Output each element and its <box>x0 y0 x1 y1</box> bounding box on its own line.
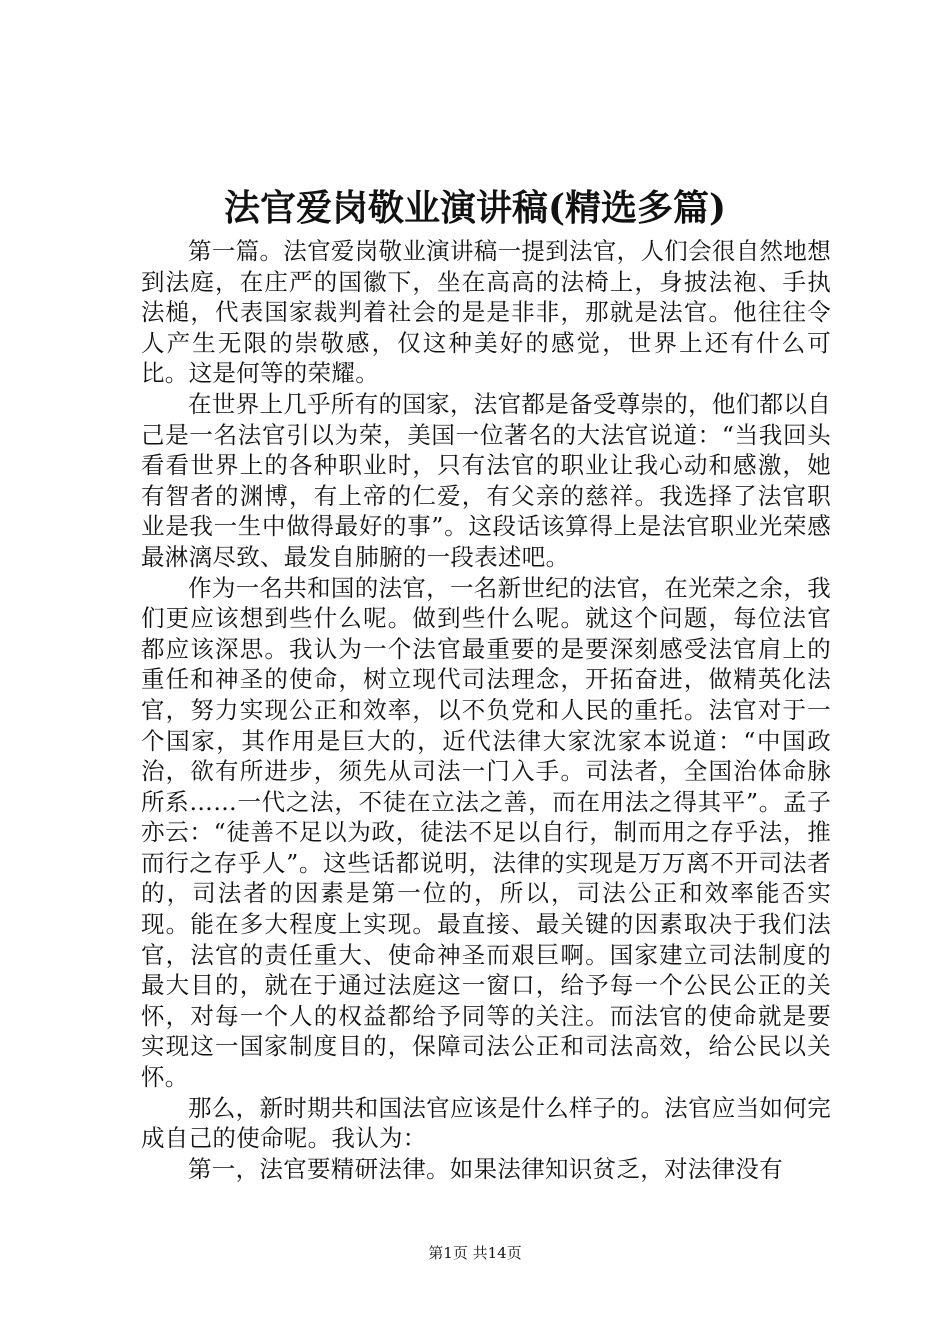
page-number: 第1页 <box>428 1244 468 1262</box>
paragraph: 在世界上几乎所有的国家，法官都是备受尊崇的，他们都以自己是一名法官引以为荣，美国一位著名的大法官说道：“当我回头看看世界上的各种职业时，只有法官的职业让我心动和感激，她有智者的渊博，有上帝的仁爱，有父亲的慈祥。我选择了法官职业是我一生中做得最好的事”。这段话该算得上是法官职业光荣感最淋漓尽致、最发自肺腑的一段表述吧。 <box>141 389 831 571</box>
paragraph: 那么，新时期共和国法官应该是什么样子的。法官应当如何完成自己的使命呢。我认为： <box>141 1093 831 1153</box>
paragraph: 第一篇。法官爱岗敬业演讲稿一提到法官，人们会很自然地想到法庭，在庄严的国徽下，坐在高高的法椅上，身披法袍、手执法槌，代表国家裁判着社会的是是非非，那就是法官。他往往令人产生无限的崇敬感，仅这种美好的感觉，世界上还有什么可比。这是何等的荣耀。 <box>141 237 831 388</box>
page-title: 法官爱岗敬业演讲稿(精选多篇) <box>223 187 727 229</box>
paragraph: 第一，法官要精研法律。如果法律知识贫乏，对法律没有 <box>188 1154 783 1183</box>
document-body <box>141 236 831 1184</box>
page-total: 共14页 <box>472 1244 522 1262</box>
paragraph: 作为一名共和国的法官，一名新世纪的法官，在光荣之余，我们更应该想到些什么呢。做到些什么呢。就这个问题，每位法官都应该深思。我认为一个法官最重要的是要深刻感受法官肩上的重任和神圣的使命，树立现代司法理念，开拓奋进，做精英化法官，努力实现公正和效率，以不负党和人民的重托。法官对于一个国家，其作用是巨大的，近代法律大家沈家本说道：“中国政治，欲有所进步，须先从司法一门入手。司法者，全国治体命脉所系……一代之法，不徒在立法之善，而在用法之得其平”。孟子亦云：“徒善不足以为政，徒法不足以自行，制而用之存乎法，推而行之存乎人”。这些话都说明，法律的实现是万万离不开司法者的，司法者的因素是第一位的，所以，司法公正和效率能否实现。能在多大程度上实现。最直接、最关键的因素取决于我们法官，法官的责任重大、使命神圣而艰巨啊。国家建立司法制度的最大目的，就在于通过法庭这一窗口，给予每一个公民公正的关怀，对每一个人的权益都给予同等的关注。而法官的使命就是要实现这一国家制度目的，保障司法公正和司法高效，给公民以关怀。 <box>141 573 831 1092</box>
page-footer <box>0 1243 950 1263</box>
